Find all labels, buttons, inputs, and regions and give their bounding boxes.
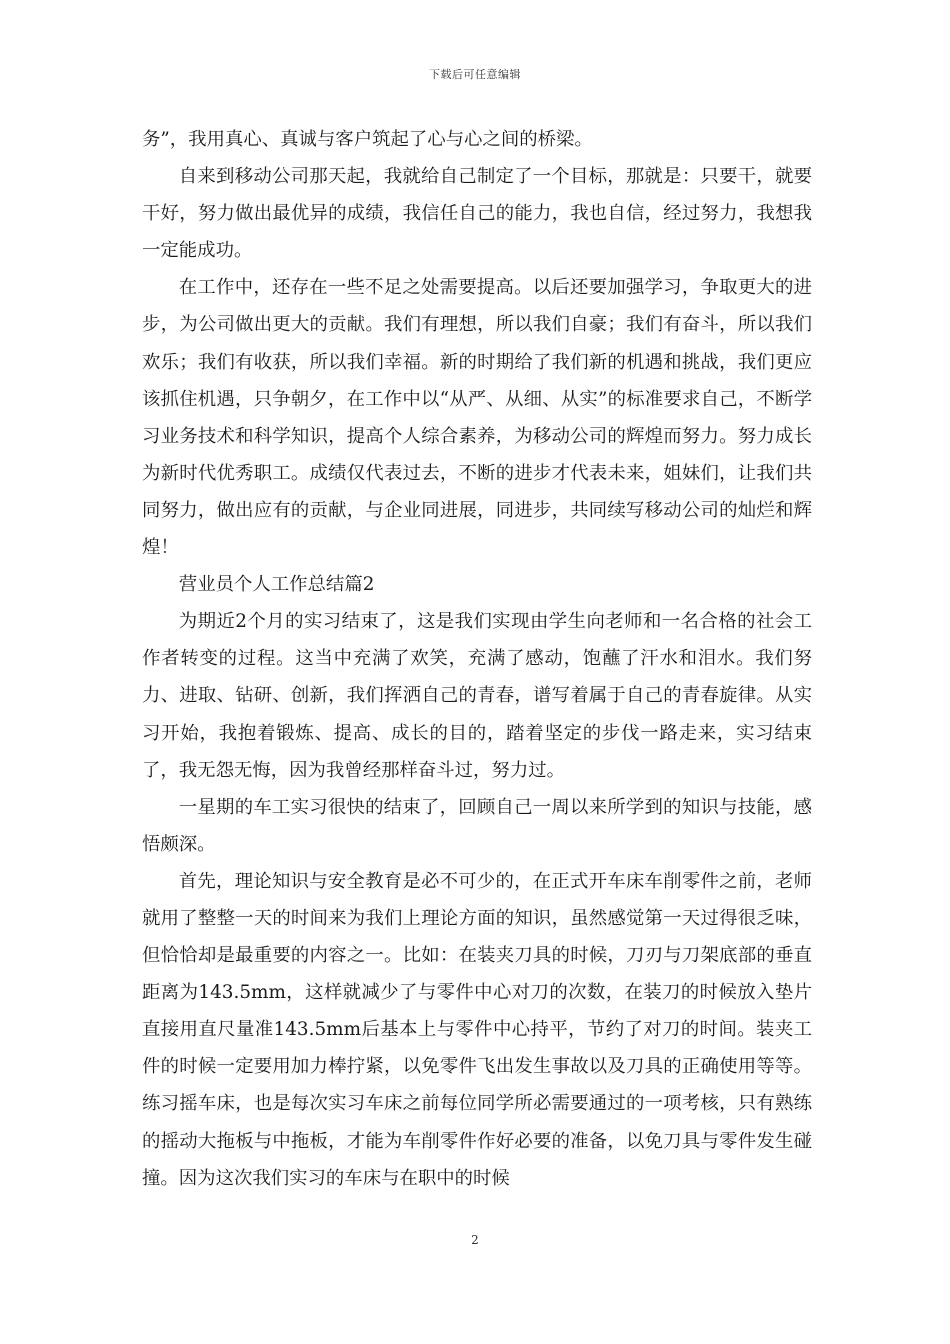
paragraph-lathe-week: 一星期的车工实习很快的结束了，回顾自己一周以来所学到的知识与技能，感悟颇深。: [142, 796, 812, 855]
page-number: 2: [471, 1233, 479, 1247]
paragraph-improvement: 在工作中，还存在一些不足之处需要提高。以后还要加强学习，争取更大的进步，为公司做出更大的贡献。我们有理想，所以我们自豪；我们有奋斗，所以我们欢乐；我们有收获，所以我们幸福。新的时期给了我们新的机遇和挑战，我们更应该抓住机遇，只争朝夕，在工作中以“从严、从细、从实”的标准要求自己，不断学习业务技术和科学知识，提高个人综合素养，为移动公司的辉煌而努力。努力成长为新时代优秀职工。成绩仅代表过去，不断的进步才代表未来，姐妹们，让我们共同努力，做出应有的贡献，与企业同进展，同进步，共同续写移动公司的灿烂和辉煌！: [142, 277, 812, 559]
paragraph-continuation: 务”，我用真心、真诚与客户筑起了心与心之间的桥梁。: [142, 129, 593, 150]
page-header: 下载后可任意编辑: [429, 68, 521, 81]
section-heading: 营业员个人工作总结篇2: [178, 574, 375, 596]
paragraph-internship: 为期近2个月的实习结束了，这是我们实现由学生向老师和一名合格的社会工作者转变的过程。这当中充满了欢笑，充满了感动，饱蘸了汗水和泪水。我们努力、进取、钻研、创新，我们挥洒自己的青春，谱写着属于自己的青春旋律。从实习开始，我抱着锻炼、提高、成长的目的，踏着坚定的步伐一路走来，实习结束了，我无怨无悔，因为我曾经那样奋斗过，努力过。: [142, 611, 812, 781]
paragraph-theory-safety: 首先，理论知识与安全教育是必不可少的，在正式开车床车削零件之前，老师就用了整整一天的时间来为我们上理论方面的知识，虽然感觉第一天过得很乏味，但恰恰却是最重要的内容之一。比如：在装夹刀具的时候，刀刃与刀架底部的垂直距离为143.5mm，这样就减少了与零件中心对刀的次数，在装刀的时候放入垫片直接用直尺量准143.5mm后基本上与零件中心持平，节约了对刀的时间。装夹工件的时候一定要用加力棒拧紧，以免零件飞出发生事故以及刀具的正确使用等等。练习摇车床，也是每次实习车床之前每位同学所必需要通过的一项考核，只有熟练的摇动大拖板与中拖板，才能为车削零件作好必要的准备，以免刀具与零件发生碰撞。因为这次我们实习的车床与在职中的时候: [142, 870, 812, 1189]
document-body: [142, 121, 812, 1197]
paragraph-goal: 自来到移动公司那天起，我就给自己制定了一个目标，那就是：只要干，就要干好，努力做出最优异的成绩，我信任自己的能力，我也自信，经过努力，我想我一定能成功。: [142, 166, 812, 262]
